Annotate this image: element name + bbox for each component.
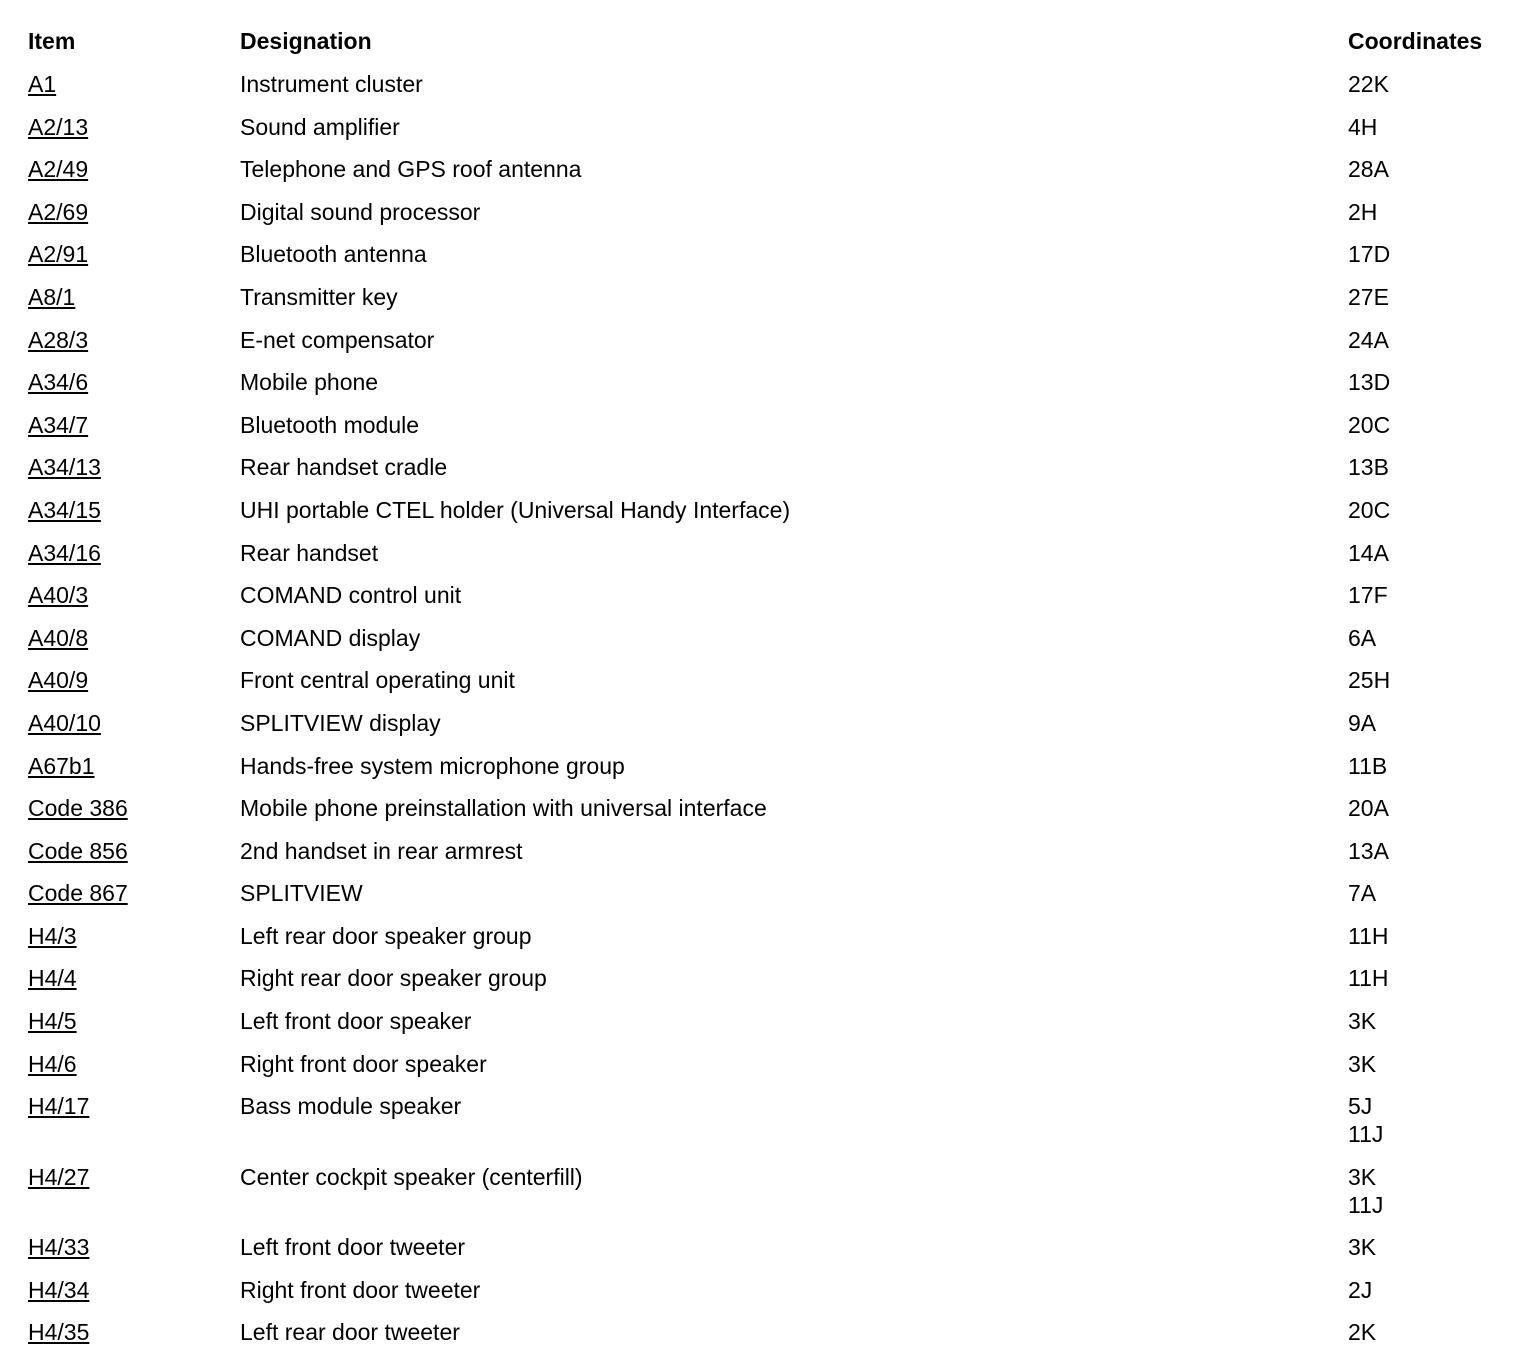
item-link[interactable]: H4/17 xyxy=(28,1093,90,1120)
table-row xyxy=(0,68,1520,111)
coordinates-cell xyxy=(1348,922,1389,950)
designation-text: Right front door tweeter xyxy=(240,1276,481,1303)
designation-text: Left rear door tweeter xyxy=(240,1319,460,1346)
designation-text: Hands-free system microphone group xyxy=(240,752,625,779)
coordinates-cell xyxy=(1348,1163,1383,1219)
designation-text: Telephone and GPS roof antenna xyxy=(240,156,582,183)
coordinate-value: 9A xyxy=(1348,709,1377,736)
item-link[interactable]: A40/9 xyxy=(28,667,89,694)
table-row xyxy=(0,920,1520,963)
coordinate-value: 17F xyxy=(1348,582,1388,609)
coordinates-cell xyxy=(1348,539,1389,567)
designation-text: Digital sound processor xyxy=(240,198,481,225)
item-link[interactable]: H4/4 xyxy=(28,965,77,992)
designation-text: SPLITVIEW display xyxy=(240,709,441,736)
item-link[interactable]: A40/8 xyxy=(28,624,89,651)
table-row xyxy=(0,1231,1520,1274)
item-link[interactable]: A34/13 xyxy=(28,454,101,481)
coordinate-value: 3K xyxy=(1348,1008,1377,1035)
designation-text: E-net compensator xyxy=(240,326,435,353)
coordinate-value: 11J xyxy=(1348,1191,1384,1218)
table-header-row xyxy=(0,0,1520,54)
coordinate-value: 28A xyxy=(1348,156,1389,183)
designation-text: 2nd handset in rear armrest xyxy=(240,837,523,864)
coordinate-value: 3K xyxy=(1348,1163,1377,1190)
coordinate-value: 11H xyxy=(1348,922,1389,949)
coordinates-cell xyxy=(1348,70,1389,98)
coordinate-value: 27E xyxy=(1348,283,1389,310)
table-row xyxy=(0,111,1520,154)
coordinate-value: 17D xyxy=(1348,241,1391,268)
table-row xyxy=(0,238,1520,281)
coordinates-cell xyxy=(1348,837,1389,865)
item-link[interactable]: A34/6 xyxy=(28,369,89,396)
designation-text: Left front door tweeter xyxy=(240,1234,466,1261)
table-row xyxy=(0,664,1520,707)
table-row xyxy=(0,750,1520,793)
item-link[interactable]: H4/27 xyxy=(28,1163,90,1190)
item-link[interactable]: A40/10 xyxy=(28,709,101,736)
table-row xyxy=(0,366,1520,409)
item-link[interactable]: A2/69 xyxy=(28,198,89,225)
table-row xyxy=(0,622,1520,665)
designation-text: Bluetooth antenna xyxy=(240,241,427,268)
coordinate-value: 11J xyxy=(1348,1121,1384,1148)
item-link[interactable]: A40/3 xyxy=(28,582,89,609)
item-link[interactable]: Code 867 xyxy=(28,880,128,907)
table-row xyxy=(0,153,1520,196)
header-item: Item xyxy=(28,28,76,54)
table-row xyxy=(0,962,1520,1005)
coordinates-cell xyxy=(1348,752,1387,780)
coordinate-value: 2H xyxy=(1348,198,1378,225)
coordinate-value: 20C xyxy=(1348,411,1391,438)
table-row xyxy=(0,324,1520,367)
coordinate-value: 20A xyxy=(1348,795,1389,822)
item-link[interactable]: A2/49 xyxy=(28,156,89,183)
item-link[interactable]: H4/34 xyxy=(28,1276,90,1303)
coordinates-cell xyxy=(1348,113,1377,141)
coordinates-cell xyxy=(1348,453,1389,481)
designation-text: Rear handset xyxy=(240,539,379,566)
designation-text: UHI portable CTEL holder (Universal Handy Interface) xyxy=(240,496,791,523)
item-link[interactable]: A1 xyxy=(28,71,57,97)
coordinate-value: 24A xyxy=(1348,326,1389,353)
table-body xyxy=(0,68,1520,1359)
table-row xyxy=(0,579,1520,622)
coordinates-cell xyxy=(1348,326,1389,354)
designation-text: Left front door speaker xyxy=(240,1008,472,1035)
coordinate-value: 7A xyxy=(1348,880,1377,907)
table-row xyxy=(0,537,1520,580)
coordinates-cell xyxy=(1348,581,1388,609)
table-row xyxy=(0,196,1520,239)
coordinate-value: 3K xyxy=(1348,1050,1377,1077)
table-row xyxy=(0,451,1520,494)
table-row xyxy=(0,1274,1520,1317)
coordinate-value: 2K xyxy=(1348,1319,1377,1346)
coordinates-cell xyxy=(1348,879,1376,907)
coordinates-cell xyxy=(1348,1233,1376,1261)
coordinates-cell xyxy=(1348,794,1389,822)
designation-text: COMAND control unit xyxy=(240,582,462,609)
coordinates-cell xyxy=(1348,666,1390,694)
table-row xyxy=(0,835,1520,878)
item-link[interactable]: H4/3 xyxy=(28,922,77,949)
designation-text: Left rear door speaker group xyxy=(240,922,532,949)
designation-text: Transmitter key xyxy=(240,283,398,310)
table-row xyxy=(0,281,1520,324)
table-row xyxy=(0,1090,1520,1161)
designation-text: Right front door speaker xyxy=(240,1050,487,1077)
coordinate-value: 20C xyxy=(1348,496,1391,523)
header-coordinates: Coordinates xyxy=(1348,28,1483,54)
designation-text: Bluetooth module xyxy=(240,411,420,438)
item-link[interactable]: A67b1 xyxy=(28,752,95,779)
coordinates-cell xyxy=(1348,624,1376,652)
header-designation: Designation xyxy=(240,28,372,54)
item-link[interactable]: A34/15 xyxy=(28,496,101,523)
table-row xyxy=(0,1316,1520,1359)
coordinates-cell xyxy=(1348,283,1389,311)
item-link[interactable]: A8/1 xyxy=(28,283,76,310)
coordinate-value: 11H xyxy=(1348,965,1389,992)
coordinates-cell xyxy=(1348,1007,1376,1035)
coordinates-cell xyxy=(1348,1092,1383,1148)
designation-text: Bass module speaker xyxy=(240,1093,462,1120)
designation-text: Instrument cluster xyxy=(240,71,423,97)
item-link[interactable]: A28/3 xyxy=(28,326,89,353)
coordinates-cell xyxy=(1348,198,1377,226)
coordinates-cell xyxy=(1348,240,1390,268)
coordinate-value: 22K xyxy=(1348,71,1389,97)
coordinate-value: 25H xyxy=(1348,667,1391,694)
coordinates-cell xyxy=(1348,155,1389,183)
coordinate-value: 11B xyxy=(1348,752,1388,779)
table-row xyxy=(0,494,1520,537)
coordinate-value: 5J xyxy=(1348,1093,1373,1120)
coordinates-cell xyxy=(1348,964,1389,992)
coordinates-cell xyxy=(1348,1050,1376,1078)
table-row xyxy=(0,707,1520,750)
designation-text: Right rear door speaker group xyxy=(240,965,547,992)
coordinate-value: 13A xyxy=(1348,837,1389,864)
item-link[interactable]: A34/16 xyxy=(28,539,101,566)
coordinates-cell xyxy=(1348,368,1390,396)
coordinates-cell xyxy=(1348,1276,1372,1304)
item-link[interactable]: Code 386 xyxy=(28,795,128,822)
item-link[interactable]: A2/91 xyxy=(28,241,89,268)
coordinates-cell xyxy=(1348,709,1376,737)
item-link[interactable]: H4/6 xyxy=(28,1050,77,1077)
item-link[interactable]: A2/13 xyxy=(28,113,89,140)
item-link[interactable]: H4/35 xyxy=(28,1319,90,1346)
designation-text: SPLITVIEW xyxy=(240,880,363,907)
item-link[interactable]: Code 856 xyxy=(28,837,128,864)
item-link[interactable]: A34/7 xyxy=(28,411,89,438)
item-link[interactable]: H4/33 xyxy=(28,1234,90,1261)
designation-text: COMAND display xyxy=(240,624,421,651)
coordinates-cell xyxy=(1348,496,1390,524)
table-row xyxy=(0,409,1520,452)
table-row xyxy=(0,1048,1520,1091)
coordinate-value: 3K xyxy=(1348,1234,1377,1261)
designation-text: Front central operating unit xyxy=(240,667,515,694)
designation-text: Mobile phone preinstallation with universal interface xyxy=(240,795,767,822)
coordinates-cell xyxy=(1348,1318,1376,1346)
table-row xyxy=(0,877,1520,920)
table-row xyxy=(0,792,1520,835)
coordinates-cell xyxy=(1348,411,1390,439)
designation-text: Mobile phone xyxy=(240,369,379,396)
designation-text: Rear handset cradle xyxy=(240,454,448,481)
item-link[interactable]: H4/5 xyxy=(28,1008,77,1035)
coordinate-value: 14A xyxy=(1348,539,1389,566)
coordinate-value: 4H xyxy=(1348,113,1378,140)
table-row xyxy=(0,1161,1520,1232)
designation-text: Center cockpit speaker (centerfill) xyxy=(240,1163,583,1190)
designation-text: Sound amplifier xyxy=(240,113,400,140)
table-row xyxy=(0,1005,1520,1048)
coordinate-value: 2J xyxy=(1348,1276,1373,1303)
coordinate-value: 13D xyxy=(1348,369,1391,396)
coordinate-value: 6A xyxy=(1348,624,1377,651)
coordinate-value: 13B xyxy=(1348,454,1389,481)
